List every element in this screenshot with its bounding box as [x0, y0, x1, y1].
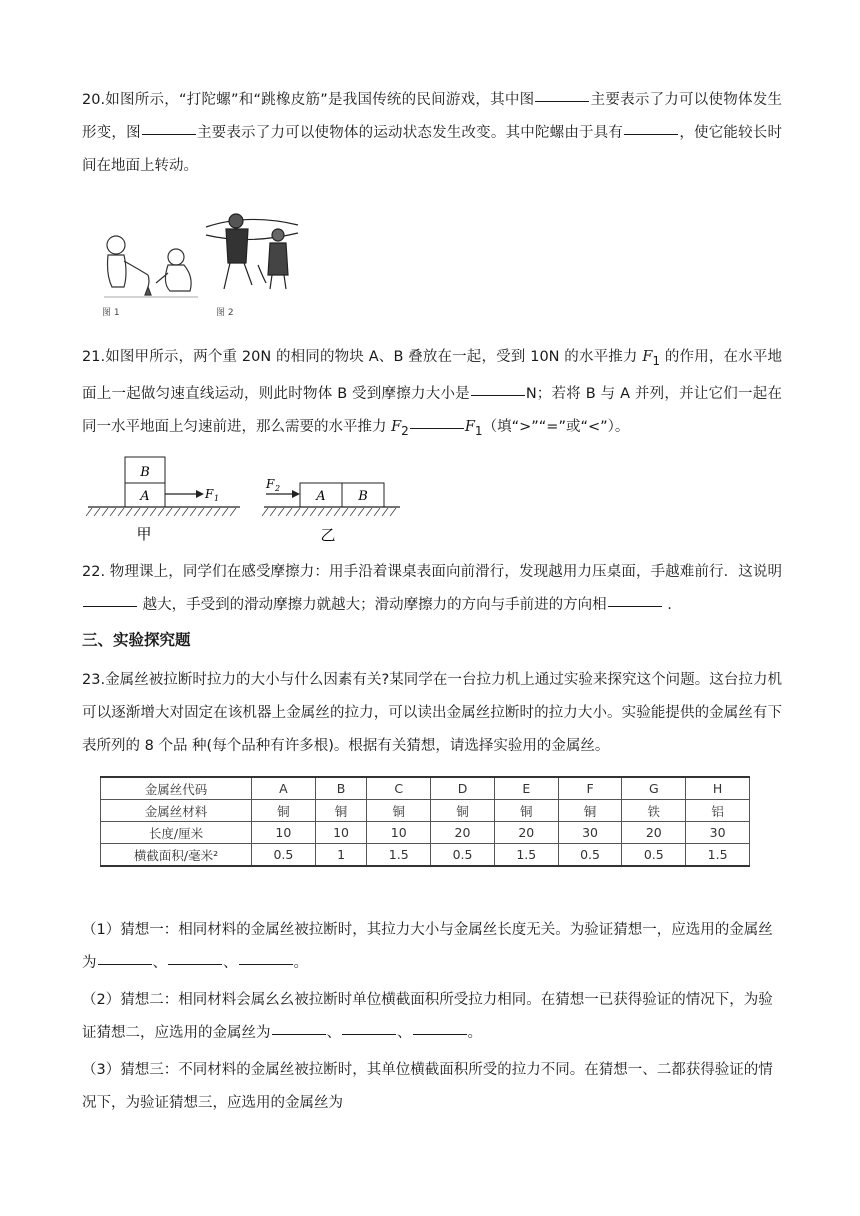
figure-jia-stacked-blocks — [84, 448, 244, 548]
q22-text-2: 越大，手受到的滑动摩擦力就越大；滑动摩擦力的方向与手前进的方向相 — [138, 597, 607, 613]
table-cell: E — [494, 777, 558, 800]
wire-table-body — [101, 777, 750, 866]
table-cell: G — [622, 777, 686, 800]
table-cell: F — [558, 777, 622, 800]
period: 。 — [467, 1025, 482, 1041]
sub-question-3-text: （3）猜想三：不同材料的金属丝被拉断时，其单位横截面积所受的拉力不同。在猜想一、二都获得验证的情况下，为验证猜想三，应选用的金属丝为 — [82, 1062, 773, 1111]
table-cell: 0.5 — [558, 844, 622, 867]
answer-blank[interactable] — [535, 100, 589, 102]
table-cell: 1 — [315, 844, 367, 867]
row-header-cell: 横截面积/毫米² — [101, 844, 252, 867]
block-b-label: B — [358, 489, 368, 504]
separator: 、 — [326, 1025, 341, 1041]
q20-text-2: 主要表示了力可以使物体发生形变，图 — [82, 92, 783, 141]
q21-text-1: 21.如图甲所示，两个重 20N 的相同的物块 A、B 叠放在一起，受到 10N 的水平推力 — [82, 349, 643, 365]
force-f2-label: F — [266, 477, 275, 491]
wire-specification-table — [100, 776, 750, 867]
table-cell: 铜 — [252, 800, 316, 822]
table-cell: 铜 — [431, 800, 495, 822]
table-cell: 10 — [367, 822, 431, 844]
sub-question-2-prompt: （2）猜想二：相同材料会属幺幺被拉断时单位横截面积所受拉力相同。在猜想一已获得验证的情况下，为验证猜想二，应选用的金属丝为 — [82, 992, 773, 1041]
table-cell: 20 — [622, 822, 686, 844]
answer-blank[interactable] — [142, 133, 196, 135]
figure-2-label: 图 2 — [216, 308, 234, 318]
section-heading: 三、实验探究题 — [82, 631, 191, 649]
table-cell: 0.5 — [252, 844, 316, 867]
table-cell: 10 — [315, 822, 367, 844]
force-f1-symbol: F — [464, 418, 475, 435]
table-row — [101, 822, 750, 844]
table-cell: 铜 — [558, 800, 622, 822]
separator: 、 — [223, 955, 238, 971]
block-b-label: B — [140, 465, 150, 480]
table-cell: 10 — [252, 822, 316, 844]
answer-blank[interactable] — [624, 133, 678, 135]
figure-1-label: 图 1 — [102, 308, 120, 318]
q20-text-4: ，使它能较长时间在地面上转动。 — [82, 125, 783, 174]
force-f1-label-sub: 1 — [214, 494, 220, 503]
sub-question-1-prompt: （1）猜想一：相同材料的金属丝被拉断时，其拉力大小与金属丝长度无关。为验证猜想一，应选用的金属丝为 — [82, 922, 773, 971]
table-cell: 30 — [686, 822, 750, 844]
table-cell: B — [315, 777, 367, 800]
table-row — [101, 777, 750, 800]
sub-question-2 — [82, 984, 782, 1050]
q21-text-3: N；若将 B 与 A 并列，并让它们一起在同一水平地面上匀速前进，那么需要的水平推力 — [82, 385, 782, 435]
force-f2-symbol: F — [391, 418, 402, 435]
force-arrowhead — [292, 490, 300, 498]
block-a-label: A — [140, 489, 150, 504]
question-20 — [82, 84, 782, 183]
spinning-top-illustration — [104, 236, 198, 297]
question-22 — [82, 556, 782, 622]
sub-question-1 — [82, 914, 782, 980]
answer-blank[interactable] — [83, 605, 137, 607]
q22-text-3: . — [662, 597, 672, 613]
answer-blank[interactable] — [471, 394, 525, 396]
sub-question-2-text — [82, 984, 782, 1050]
sub-question-3 — [82, 1054, 782, 1120]
period: 。 — [293, 955, 308, 971]
table-cell: 铜 — [494, 800, 558, 822]
question-23 — [82, 664, 782, 763]
row-header-cell: 金属丝材料 — [101, 800, 252, 822]
block-a-label: A — [316, 489, 326, 504]
answer-blank[interactable] — [168, 963, 222, 965]
table-cell: 1.5 — [367, 844, 431, 867]
table-cell: C — [367, 777, 431, 800]
ground-hatching — [86, 508, 236, 516]
q21-text-2: 的作用，在水平地面上一起做匀速直线运动，则此时物体 B 受到摩擦力大小是 — [82, 349, 782, 402]
question-20-text — [82, 84, 782, 183]
table-cell: 1.5 — [494, 844, 558, 867]
table-cell: 铝 — [686, 800, 750, 822]
force-f1-label: F — [205, 487, 214, 501]
table-cell: 20 — [431, 822, 495, 844]
rubber-band-illustration — [206, 214, 298, 289]
answer-blank[interactable] — [98, 963, 152, 965]
q20-text-3: 主要表示了力可以使物体的运动状态发生改变。其中陀螺由于具有 — [196, 125, 624, 141]
table-cell: 铁 — [622, 800, 686, 822]
force-f2-subscript: 2 — [401, 423, 409, 438]
answer-blank[interactable] — [608, 605, 662, 607]
table-row — [101, 800, 750, 822]
table-cell: 铜 — [315, 800, 367, 822]
figure-jia-caption: 甲 — [136, 525, 152, 543]
answer-blank[interactable] — [413, 1033, 467, 1035]
answer-blank[interactable] — [239, 963, 293, 965]
ground-hatching — [262, 508, 396, 516]
table-cell: 0.5 — [431, 844, 495, 867]
question-21-text — [82, 341, 782, 448]
q20-figure-games — [98, 205, 303, 320]
separator: 、 — [152, 955, 167, 971]
figure-yi-caption: 乙 — [320, 526, 336, 544]
row-header-cell: 金属丝代码 — [101, 777, 252, 800]
figure-yi-side-by-side-blocks — [260, 470, 420, 548]
force-f1-symbol: F — [642, 349, 653, 365]
q21-text-4: （填“>”“=”或“<”）。 — [482, 418, 630, 435]
table-cell: 铜 — [367, 800, 431, 822]
answer-blank[interactable] — [272, 1033, 326, 1035]
answer-blank[interactable] — [410, 427, 464, 429]
force-f1-subscript: 1 — [474, 423, 483, 438]
separator: 、 — [397, 1025, 412, 1041]
table-cell: A — [252, 777, 316, 800]
q20-text-1: 20.如图所示，“打陀螺”和“跳橡皮筋”是我国传统的民间游戏，其中图 — [82, 92, 535, 108]
table-cell: D — [431, 777, 495, 800]
question-23-intro: 23.金属丝被拉断时拉力的大小与什么因素有关?某同学在一台拉力机上通过实验来探究这个问题。这台拉力机可以逐渐增大对固定在该机器上金属丝的拉力，可以读出金属丝拉断时的拉力大小。实验能提供的金属丝有下表所列的 8 个品 种(每个品种有许多根)。根据有关猜想，请选择实验用的金属丝。 — [82, 672, 782, 754]
table-cell: 20 — [494, 822, 558, 844]
force-f2-label-sub: 2 — [275, 484, 281, 493]
table-row — [101, 844, 750, 867]
answer-blank[interactable] — [342, 1033, 396, 1035]
question-22-text — [82, 556, 782, 622]
table-cell: 1.5 — [686, 844, 750, 867]
table-cell: 0.5 — [622, 844, 686, 867]
table-cell: 30 — [558, 822, 622, 844]
table-cell: H — [686, 777, 750, 800]
force-f1-subscript: 1 — [652, 353, 661, 368]
q22-text-1: 22. 物理课上，同学们在感受摩擦力：用手沿着课桌表面向前滑行，发现越用力压桌面，手越难前行．这说明 — [82, 564, 782, 580]
row-header-cell: 长度/厘米 — [101, 822, 252, 844]
sub-question-1-text — [82, 914, 782, 980]
question-21 — [82, 341, 782, 448]
force-arrowhead — [196, 490, 204, 498]
